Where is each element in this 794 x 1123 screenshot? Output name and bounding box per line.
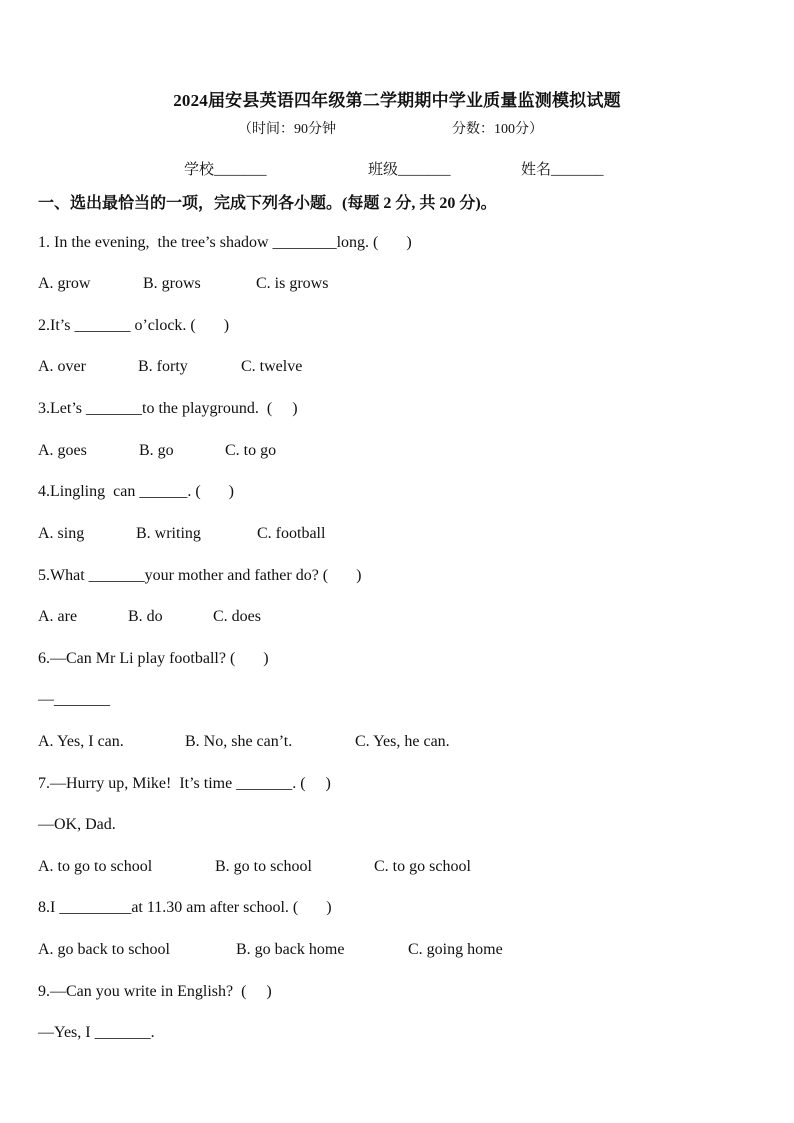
option-b: B. No, she can’t.	[185, 733, 293, 750]
option-a: A. to go to school	[38, 858, 153, 875]
school-field: 学校_______	[184, 162, 267, 178]
question-stem: 7.—Hurry up, Mike! It’s time _______. ( )	[38, 775, 331, 792]
class-field: 班级_______	[368, 162, 451, 178]
option-b: B. forty	[138, 358, 188, 375]
option-a: A. go back to school	[38, 941, 170, 958]
option-a: A. grow	[38, 275, 91, 292]
option-a: A. goes	[38, 442, 87, 459]
option-c: C. to go	[225, 442, 277, 459]
question-stem: 9.—Can you write in English? ( )	[38, 983, 272, 1000]
answer-line: —_______	[38, 691, 110, 708]
question-stem: 6.—Can Mr Li play football? ( )	[38, 650, 269, 667]
answer-line: —OK, Dad.	[38, 816, 116, 833]
option-c: C. twelve	[241, 358, 303, 375]
option-a: A. are	[38, 608, 78, 625]
option-c: C. to go school	[374, 858, 471, 875]
question-stem: 1. In the evening, the tree’s shadow ________long. ( )	[38, 234, 412, 251]
question-stem: 2.It’s _______ o’clock. ( )	[38, 317, 230, 334]
question-stem: 3.Let’s _______to the playground. ( )	[38, 400, 298, 417]
option-c: C. football	[257, 525, 326, 542]
option-a: A. Yes, I can.	[38, 733, 124, 750]
option-b: B. go back home	[236, 941, 345, 958]
option-b: B. go to school	[215, 858, 312, 875]
exam-score: 分数：100分）	[452, 122, 543, 137]
option-b: B. writing	[136, 525, 201, 542]
option-c: C. is grows	[256, 275, 329, 292]
option-b: B. grows	[143, 275, 201, 292]
question-stem: 4.Lingling can ______. ( )	[38, 483, 234, 500]
answer-line: —Yes, I _______.	[38, 1024, 155, 1041]
option-a: A. over	[38, 358, 86, 375]
option-b: B. go	[139, 442, 174, 459]
option-c: C. going home	[408, 941, 503, 958]
option-c: C. does	[213, 608, 261, 625]
question-stem: 5.What _______your mother and father do? ( )	[38, 567, 362, 584]
page-title: 2024届安县英语四年级第二学期期中学业质量监测模拟试题	[173, 91, 621, 110]
name-field: 姓名_______	[521, 162, 604, 178]
option-b: B. do	[128, 608, 163, 625]
option-a: A. sing	[38, 525, 85, 542]
question-stem: 8.I _________at 11.30 am after school. ( )	[38, 899, 332, 916]
section-heading: 一、选出最恰当的一项，完成下列各小题。(每题 2 分, 共 20 分)。	[38, 195, 497, 212]
exam-time: （时间：90分钟	[238, 122, 336, 137]
option-c: C. Yes, he can.	[355, 733, 450, 750]
